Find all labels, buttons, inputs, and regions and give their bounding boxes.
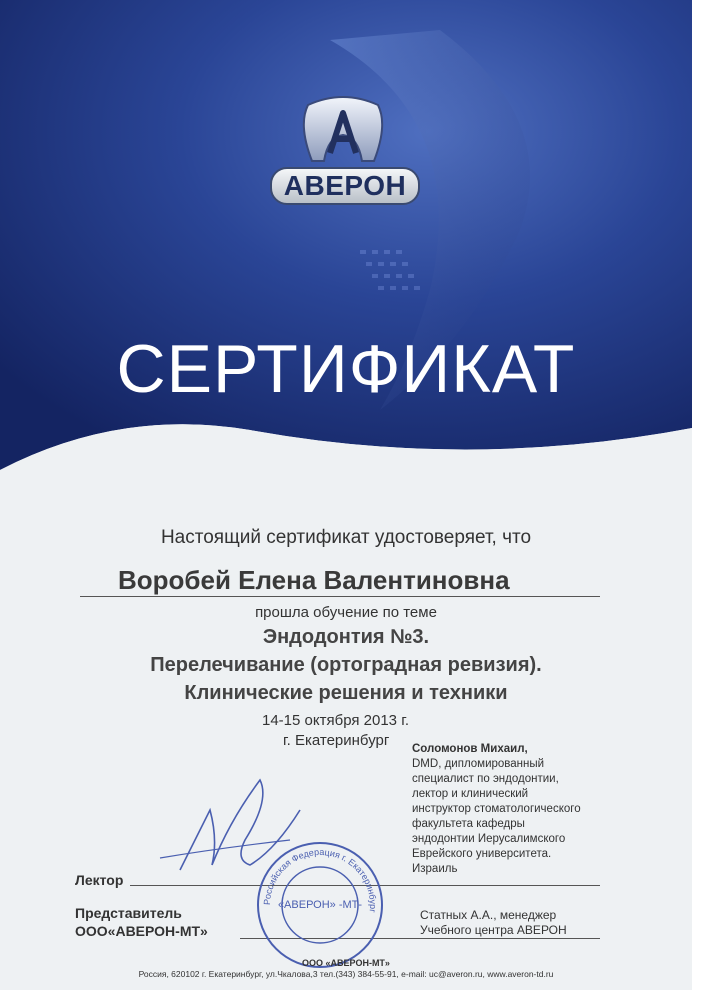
lecturer-desc-line: эндодонтии Иерусалимского xyxy=(412,833,566,845)
manager-position: Учебного центра АВЕРОН xyxy=(420,923,567,937)
course-dates: 14-15 октября 2013 г. xyxy=(262,712,409,729)
course-city: г. Екатеринбург xyxy=(283,732,390,749)
representative-label: Представитель xyxy=(75,905,182,921)
lecturer-label: Лектор xyxy=(75,872,124,888)
manager-info xyxy=(420,908,567,938)
recipient-name: Воробей Елена Валентиновна xyxy=(118,565,510,595)
lecturer-name: Соломонов Михаил, xyxy=(412,743,528,755)
lecturer-desc-line: Еврейского университета. xyxy=(412,848,552,860)
tooth-logo-icon xyxy=(300,95,386,167)
lecturer-desc-line: специалист по эндодонтии, xyxy=(412,773,559,785)
footer xyxy=(0,958,692,980)
footer-address: Россия, 620102 г. Екатеринбург, ул.Чкалова,3 тел.(343) 384-55-91, e-mail: uc@averon.ru, www.averon-td.ru xyxy=(138,969,554,979)
lecturer-desc-line: факультета кафедры xyxy=(412,818,525,830)
lecturer-desc-line: DMD, дипломированный xyxy=(412,758,545,770)
stamp-center-text: «АВЕРОН» -МТ- xyxy=(277,899,363,911)
lecturer-desc-line: лектор и клинический xyxy=(412,788,529,800)
manager-name: Статных А.А., менеджер xyxy=(420,908,557,922)
recipient-underline xyxy=(80,596,600,597)
studied-text: прошла обучение по теме xyxy=(255,604,437,621)
lecturer-desc-line: Израиль xyxy=(412,863,458,875)
lecturer-desc-line: инструктор стоматологического xyxy=(412,803,581,815)
logo-wordmark: АВЕРОН xyxy=(270,167,420,205)
header-banner xyxy=(0,0,692,500)
lecturer-info xyxy=(412,742,662,877)
course-title xyxy=(0,623,692,707)
footer-company: ООО «АВЕРОН-МТ» xyxy=(302,958,390,968)
certificate-intro: Настоящий сертификат удостоверяет, что xyxy=(160,527,532,548)
certificate-title: СЕРТИФИКАТ xyxy=(116,331,576,407)
averon-logo xyxy=(270,95,420,210)
company-stamp xyxy=(250,840,390,970)
course-line: Перелечивание (ортоградная ревизия). xyxy=(150,654,542,676)
stamp-outer-text: Российская Федерация г. Екатеринбург xyxy=(261,846,379,914)
course-line: Эндодонтия №3. xyxy=(262,626,430,648)
course-line: Клинические решения и техники xyxy=(184,682,508,704)
representative-company: ООО«АВЕРОН-МТ» xyxy=(75,923,208,939)
